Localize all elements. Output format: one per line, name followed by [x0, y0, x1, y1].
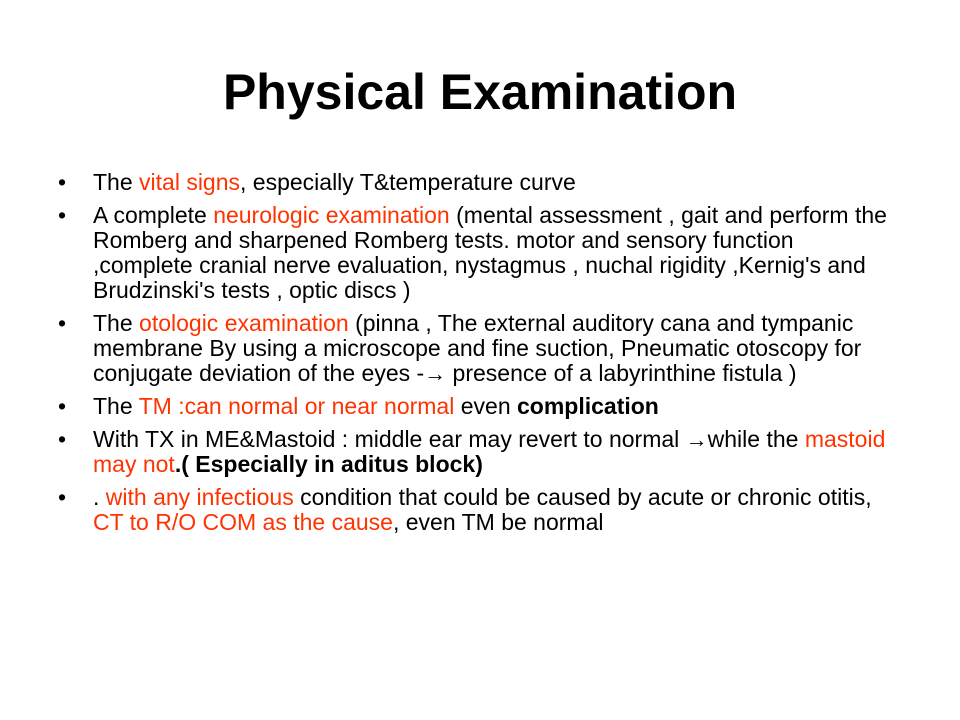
bullet-item-otologic	[58, 311, 898, 386]
bullet-list	[58, 170, 898, 543]
highlight-text: with any infectious	[105, 484, 294, 510]
highlight-text: otologic examination	[139, 310, 349, 336]
arrow-right-icon: →	[424, 361, 447, 386]
bullet-item-treatment	[58, 427, 898, 477]
highlight-text: CT to R/O COM as the cause	[93, 509, 393, 535]
bullet-item-tm	[58, 394, 898, 419]
bullet-icon: •	[58, 426, 67, 452]
bullet-text: With TX in ME&Mastoid : middle ear may revert to normal	[93, 426, 686, 452]
highlight-text: vital signs	[139, 169, 241, 195]
bold-text: complication	[517, 393, 659, 419]
bullet-icon: •	[58, 484, 67, 510]
bullet-item-neurologic	[58, 203, 898, 303]
bullet-text: , even TM be normal	[392, 509, 604, 535]
slide-title: Physical Examination	[222, 64, 738, 120]
bullet-text: while the	[707, 426, 805, 452]
bullet-text: .	[93, 484, 106, 510]
bullet-text: even	[454, 393, 517, 419]
bullet-item-infectious	[58, 485, 898, 535]
bullet-item-vital-signs	[58, 170, 898, 195]
highlight-text: neurologic examination	[213, 202, 450, 228]
bullet-text: A complete	[93, 202, 214, 228]
arrow-right-icon: →	[685, 427, 708, 452]
bullet-icon: •	[58, 169, 67, 195]
bold-text: .( Especially in aditus block)	[174, 451, 483, 477]
bullet-text: The	[93, 169, 140, 195]
highlight-text: mastoid may not	[93, 426, 886, 477]
bullet-icon: •	[58, 310, 67, 336]
bullet-text: The	[93, 310, 140, 336]
bullet-text: (mental assessment , gait and perform the Romberg and sharpened Romberg tests. motor and sensory function ,complete cranial nerve evaluation, nystagmus , nuchal rigidity ,Kernig's and Brudzinski's tests , optic discs )	[93, 202, 887, 303]
bullet-text: presence of a labyrinthine fistula )	[446, 360, 797, 386]
bullet-text: The	[93, 393, 139, 419]
bullet-icon: •	[58, 393, 67, 419]
highlight-text: TM :can normal or near normal	[138, 393, 455, 419]
bullet-text: condition that could be caused by acute or chronic otitis,	[293, 484, 872, 510]
bullet-text: , especially T&temperature curve	[240, 169, 576, 195]
bullet-text: (pinna , The external auditory cana and tympanic membrane By using a microscope and fine suction, Pneumatic otoscopy for conjugate deviation of the eyes -	[93, 310, 862, 386]
bullet-icon: •	[58, 202, 67, 228]
